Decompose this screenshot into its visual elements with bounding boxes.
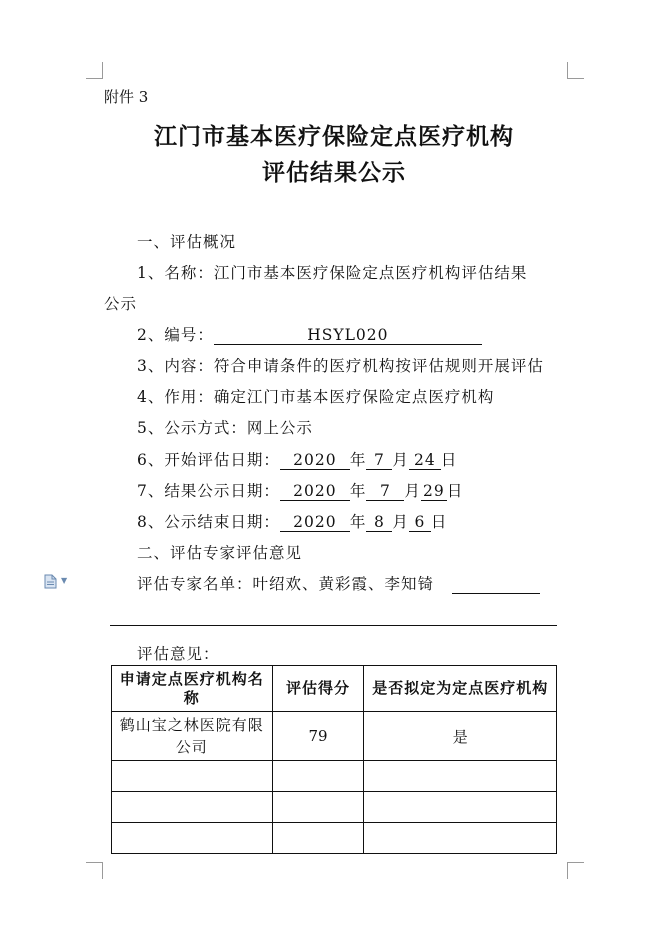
result-table <box>111 665 557 854</box>
item-5-value: 网上公示 <box>246 419 313 437</box>
end-year: 2020 <box>280 513 350 532</box>
unit-month: 月 <box>404 482 421 500</box>
crop-mark-bottom-right <box>567 862 584 879</box>
unit-day: 日 <box>446 482 464 500</box>
item-2-label: 2、编号： <box>137 326 214 344</box>
experts-line <box>137 572 540 594</box>
item-5-label: 5、公示方式： <box>137 419 247 437</box>
unit-day: 日 <box>440 451 458 469</box>
experts-label: 评估专家名单： <box>137 575 253 593</box>
experts-names: 叶绍欢、黄彩霞、李知锜 <box>252 575 435 593</box>
item-7 <box>137 479 463 501</box>
table-row <box>112 712 557 761</box>
item-2 <box>137 323 482 345</box>
section-1-heading: 一、评估概况 <box>137 233 237 251</box>
empty-cell <box>272 761 364 792</box>
empty-cell <box>112 792 273 823</box>
attachment-label: 附件 3 <box>104 88 149 106</box>
start-month: 7 <box>366 451 392 470</box>
table-row-empty <box>112 823 557 854</box>
table-header-row <box>112 666 557 712</box>
start-year: 2020 <box>280 451 350 470</box>
cell-designated: 是 <box>364 712 557 761</box>
result-month: 7 <box>366 482 404 501</box>
result-year: 2020 <box>280 482 350 501</box>
unit-month: 月 <box>392 513 409 531</box>
crop-mark-top-left <box>86 62 103 79</box>
item-8-label: 8、公示结束日期： <box>137 513 280 531</box>
item-5 <box>137 416 313 438</box>
empty-cell <box>272 792 364 823</box>
item-4 <box>137 385 494 407</box>
crop-mark-bottom-left <box>86 862 103 879</box>
title-line-1: 江门市基本医疗保险定点医疗机构 <box>154 123 514 150</box>
unit-year: 年 <box>349 513 367 531</box>
chevron-down-icon[interactable]: ▼ <box>61 576 68 585</box>
item-7-label: 7、结果公示日期： <box>137 482 280 500</box>
item-4-label: 4、作用： <box>137 388 214 406</box>
cell-institution-name: 鹤山宝之林医院有限公司 <box>112 712 273 761</box>
item-2-value: HSYL020 <box>214 326 482 345</box>
item-1-label: 1、名称： <box>137 264 214 282</box>
unit-year: 年 <box>349 482 367 500</box>
empty-cell <box>364 761 557 792</box>
empty-cell <box>364 823 557 854</box>
item-1 <box>137 261 527 283</box>
unit-year: 年 <box>349 451 367 469</box>
header-score: 评估得分 <box>272 666 364 712</box>
crop-mark-top-right <box>567 62 584 79</box>
table-row-empty <box>112 792 557 823</box>
empty-cell <box>364 792 557 823</box>
end-day: 6 <box>409 513 431 532</box>
item-3-label: 3、内容： <box>137 357 214 375</box>
item-6 <box>137 448 457 470</box>
opinion-label: 评估意见： <box>137 645 220 663</box>
section-2-heading: 二、评估专家评估意见 <box>137 544 303 562</box>
empty-cell <box>112 761 273 792</box>
empty-cell <box>272 823 364 854</box>
experts-blank <box>452 575 540 594</box>
item-3 <box>137 354 544 376</box>
header-designated: 是否拟定为定点医疗机构 <box>364 666 557 712</box>
document-icon[interactable] <box>44 574 57 589</box>
separator-line <box>110 625 557 626</box>
item-1-value: 江门市基本医疗保险定点医疗机构评估结果 <box>213 264 528 282</box>
result-day: 29 <box>421 482 447 501</box>
unit-day: 日 <box>430 513 448 531</box>
empty-cell <box>112 823 273 854</box>
item-1-continuation: 公示 <box>104 295 138 313</box>
start-day: 24 <box>409 451 441 470</box>
title-line-2: 评估结果公示 <box>262 159 406 186</box>
header-institution-name: 申请定点医疗机构名称 <box>112 666 273 712</box>
unit-month: 月 <box>392 451 409 469</box>
item-8 <box>137 510 447 532</box>
end-month: 8 <box>366 513 392 532</box>
table-row-empty <box>112 761 557 792</box>
item-6-label: 6、开始评估日期： <box>137 451 280 469</box>
cell-score: 79 <box>272 712 364 761</box>
item-3-value: 符合申请条件的医疗机构按评估规则开展评估 <box>213 357 544 375</box>
item-4-value: 确定江门市基本医疗保险定点医疗机构 <box>213 388 495 406</box>
